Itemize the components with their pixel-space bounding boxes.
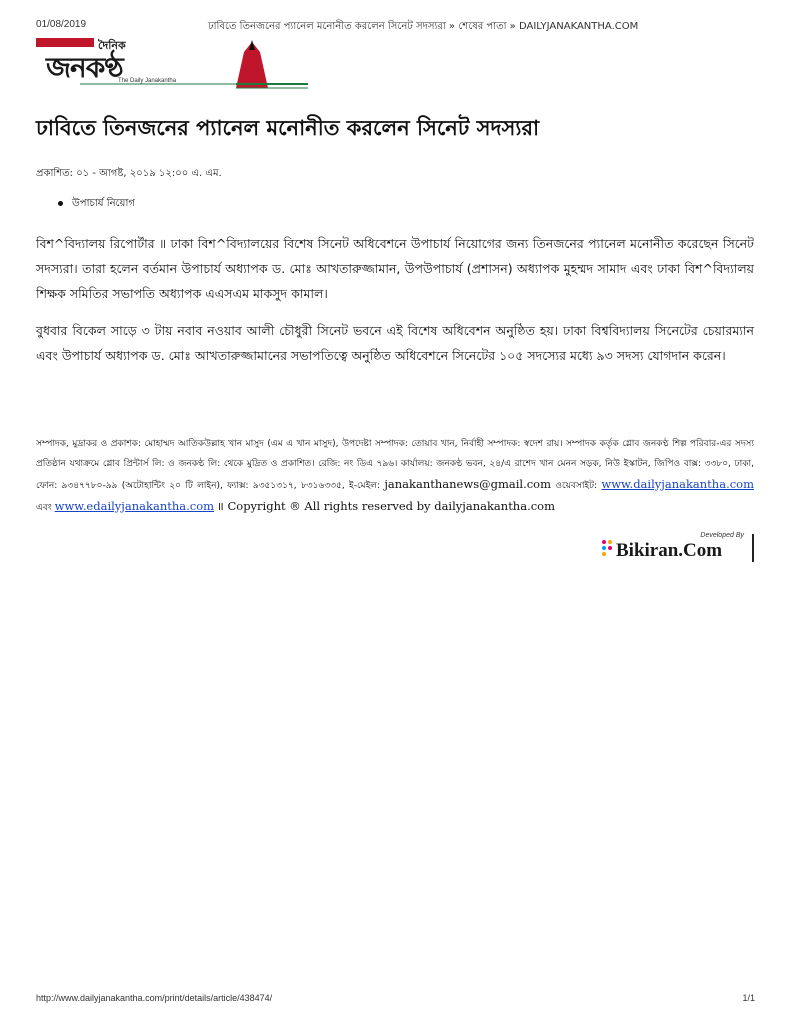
footer-link-dailyjanakantha[interactable]: www.dailyjanakantha.com <box>601 477 754 491</box>
print-date: 01/08/2019 <box>36 19 87 30</box>
article-headline: ঢাবিতে তিনজনের প্যানেল মনোনীত করলেন সিনেট সদস্যরা <box>36 116 540 140</box>
developer-label: Developed By <box>700 532 744 539</box>
published-date: প্রকাশিত: ০১ - আগষ্ট, ২০১৯ ১২:০০ এ. এম. <box>36 168 222 179</box>
developer-brand: Bikiran.Com <box>616 540 723 561</box>
footer-and: এবং <box>36 503 52 513</box>
footer-email: janakanthanews@gmail.com <box>384 477 552 491</box>
masthead-name: জনকণ্ঠ <box>46 51 123 84</box>
footer-imprint <box>36 434 754 518</box>
article-paragraph-2: বুধবার বিকেল সাড়ে ৩ টায় নবাব নওয়াব আলী চৌধুরী সিনেট ভবনে এই বিশেষ অধিবেশন অনুষ্ঠিত হয়। ঢাকা বিশ্ববিদ্যালয় সিনেটের চেয়ারম্যান এবং উপাচার্য অধ্যাপক ড. মোঃ আখতারুজ্জামানের সভাপতিত্বে অনুষ্ঠিত অধিবেশনে সিনেটের ১০৫ সদস্যের মধ্যে ৯৩ সদস্য যোগদান করেন। <box>36 323 754 363</box>
print-page-title: ঢাবিতে তিনজনের প্যানেল মনোনীত করলেন সিনেট সদস্যরা » শেষের পাতা » DAILYJANAKANTHA.COM <box>208 21 639 32</box>
page-number: 1/1 <box>742 993 755 1003</box>
newspaper-masthead-logo <box>36 38 308 90</box>
print-url: http://www.dailyjanakantha.com/print/details/article/438474/ <box>36 993 273 1003</box>
footer-imprint-text: সম্পাদক, মুদ্রাকর ও প্রকাশক: মোহাম্মদ আতিকউল্লাহ খান মাসুদ (এম এ খান মাসুদ), উপদেষ্টা সম্পাদক: তোয়াব খান, নির্বাহী সম্পাদক: স্বদেশ রায়। সম্পাদক কর্তৃক গ্লোব জনকণ্ঠ শিল্প পরিবার-এর সদস্য প্রতিষ্ঠান যথাক্রমে গ্লোব প্রিন্টার্স লি: ও জনকণ্ঠ লি: থেকে মুদ্রিত ও প্রকাশিত। রেজি: নং ডিএ ৭৯৬। কার্যালয়: জনকণ্ঠ ভবন, ২৪/এ রাশেদ খান মেনন সড়ক, নিউ ইস্কাটন, জিপিও বাক্স: ৩৩৮০, ঢাকা, ফোন: ৯৩৪৭৭৮০-৯৯ (অটোহান্টিং ২০ টি লাইন), ফ্যাক্স: ৯৩৫১৩১৭, ৮৩১৬৩৩৫, ই-মেইল: <box>36 439 754 491</box>
footer-link-edailyjanakantha[interactable]: www.edailyjanakantha.com <box>54 499 215 513</box>
masthead-daily: দৈনিক <box>98 39 126 52</box>
developer-badge[interactable] <box>598 530 756 564</box>
developer-divider <box>752 534 754 562</box>
article-tags <box>58 196 135 213</box>
article-paragraph-1: বিশ^বিদ্যালয় রিপোর্টার ॥ ঢাকা বিশ^বিদ্যালয়ের বিশেষ সিনেট অধিবেশনে উপাচার্য নিয়োগের জন্য তিনজনের প্যানেল মনোনীত করেছেন সিনেট সদস্যরা। তারা হলেন বর্তমান উপাচার্য অধ্যাপক ড. মোঃ আখতারুজ্জামান, উপউপাচার্য (প্রশাসন) অধ্যাপক মুহম্মদ সামাদ এবং ঢাকা বিশ^বিদ্যালয় শিক্ষক সমিতির সভাপতি অধ্যাপক এএসএম মাকসুদ কামাল। <box>36 236 754 301</box>
footer-website-label: ওয়েবসাইট: <box>555 481 598 491</box>
tag-item[interactable]: উপাচার্য নিয়োগ <box>58 196 135 213</box>
masthead-tagline: The Daily Janakantha <box>118 78 177 84</box>
footer-copyright: ॥ Copyright ® All rights reserved by dailyjanakantha.com <box>216 499 555 513</box>
